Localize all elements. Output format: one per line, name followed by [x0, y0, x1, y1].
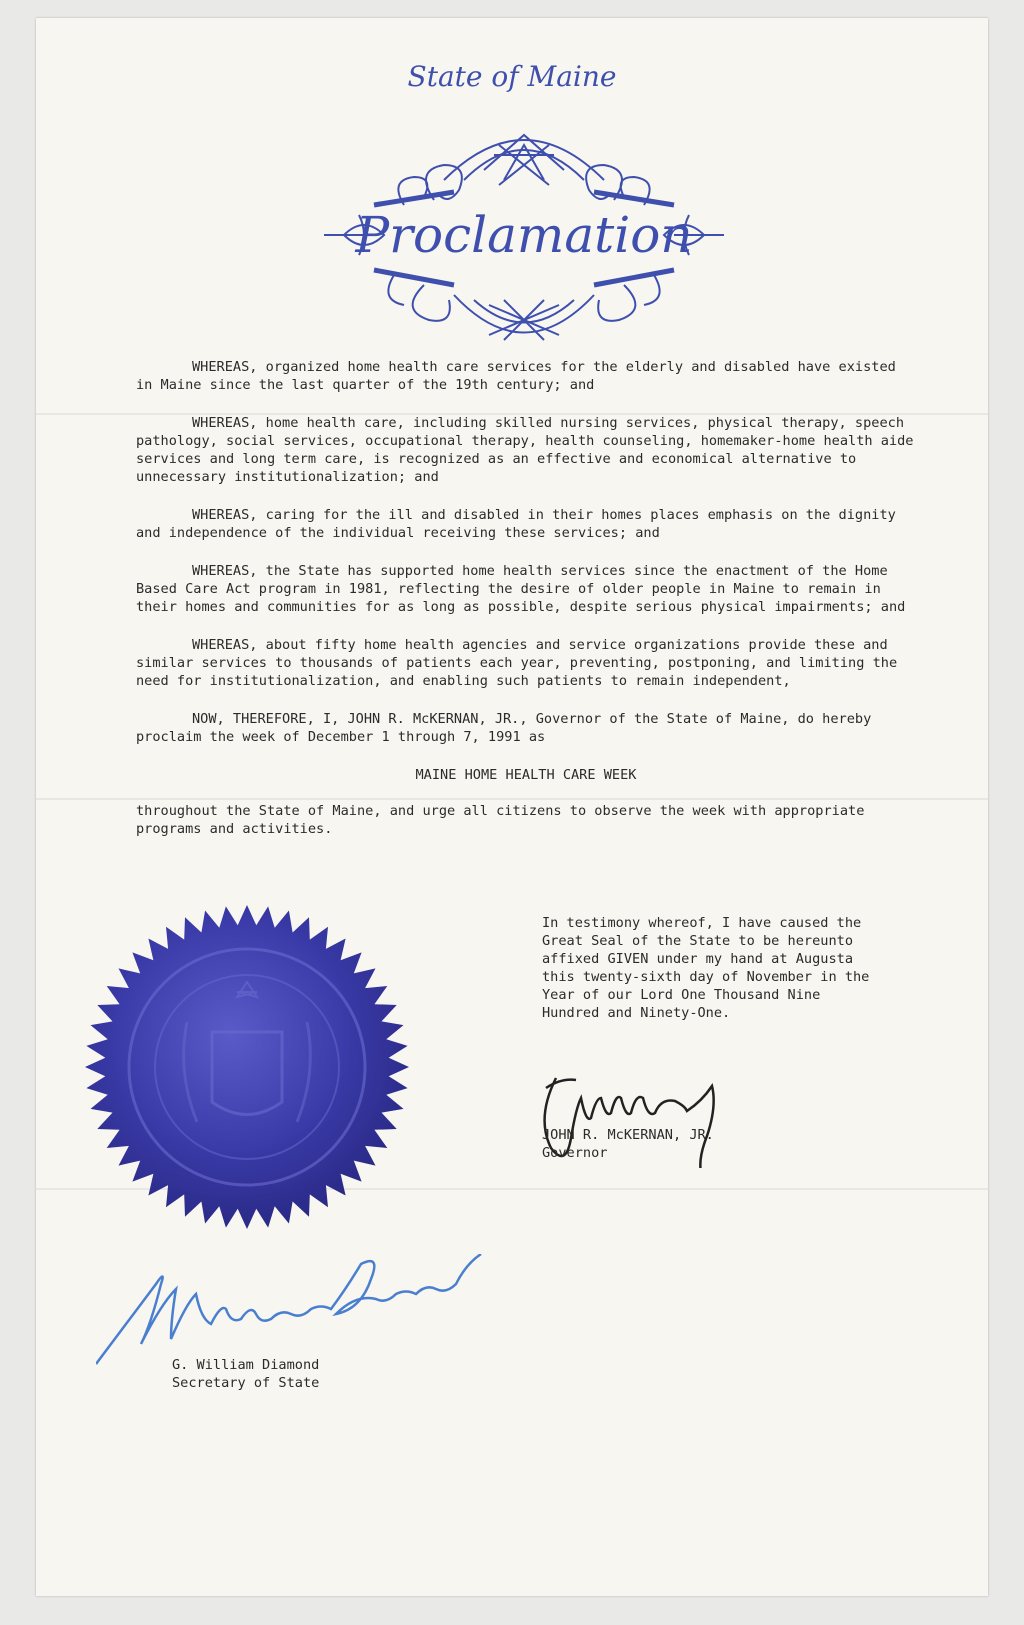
governor-block: [542, 1126, 714, 1162]
proclamation-crest: [314, 110, 734, 360]
proclamation-body: [136, 358, 922, 858]
whereas-paragraph: WHEREAS, caring for the ill and disabled in their homes places emphasis on the dignity and independence of the individual receiving these services; and: [136, 507, 905, 541]
governor-title: Governor: [542, 1145, 608, 1161]
seal-icon: [82, 902, 412, 1232]
testimony-text: In testimony whereof, I have caused the Great Seal of the State to be hereunto affixed GIVEN under my hand at Augusta this twenty-sixth day of November in the Year of our Lord One Thousand Nine Hundred and Ninety-One.: [542, 915, 878, 1021]
whereas-paragraph: WHEREAS, home health care, including skilled nursing services, physical therapy, speech pathology, social services, occupational therapy, health counseling, homemaker-home health aide services and long term care, is recognized as an effective and economical alternative to unnecessary institutionalization; and: [136, 415, 922, 485]
secretary-name: G. William Diamond: [172, 1357, 320, 1373]
secretary-signature: [96, 1254, 596, 1374]
secretary-title: Secretary of State: [172, 1375, 320, 1391]
secretary-signature-icon: [96, 1254, 596, 1374]
whereas-paragraph: WHEREAS, organized home health care services for the elderly and disabled have existed in Maine since the last quarter of the 19th century; and: [136, 359, 905, 393]
proclaim-paragraph: NOW, THEREFORE, I, JOHN R. McKERNAN, JR., Governor of the State of Maine, do hereby proclaim the week of December 1 through 7, 1991 as: [136, 711, 880, 745]
proclamation-document: [36, 18, 988, 1596]
governor-name: JOHN R. McKERNAN, JR.: [542, 1127, 714, 1143]
state-heading: State of Maine: [407, 60, 617, 93]
proclaimed-week-title: MAINE HOME HEALTH CARE WEEK: [415, 767, 637, 783]
whereas-paragraph: WHEREAS, about fifty home health agencies and service organizations provide these and similar services to thousands of patients each year, preventing, postponing, and limiting the need for institutionalization, and enabling such patients to remain independent,: [136, 637, 906, 689]
whereas-paragraph: WHEREAS, the State has supported home health services since the enactment of the Home Based Care Act program in 1981, reflecting the desire of older people in Maine to remain in their homes and communities for as long as possible, despite serious physical impairments; and: [136, 563, 906, 615]
great-seal: [82, 902, 412, 1232]
closing-paragraph: throughout the State of Maine, and urge all citizens to observe the week with appropriate programs and activities.: [136, 803, 873, 837]
proclamation-title: Proclamation: [355, 206, 693, 264]
secretary-block: [172, 1356, 319, 1392]
